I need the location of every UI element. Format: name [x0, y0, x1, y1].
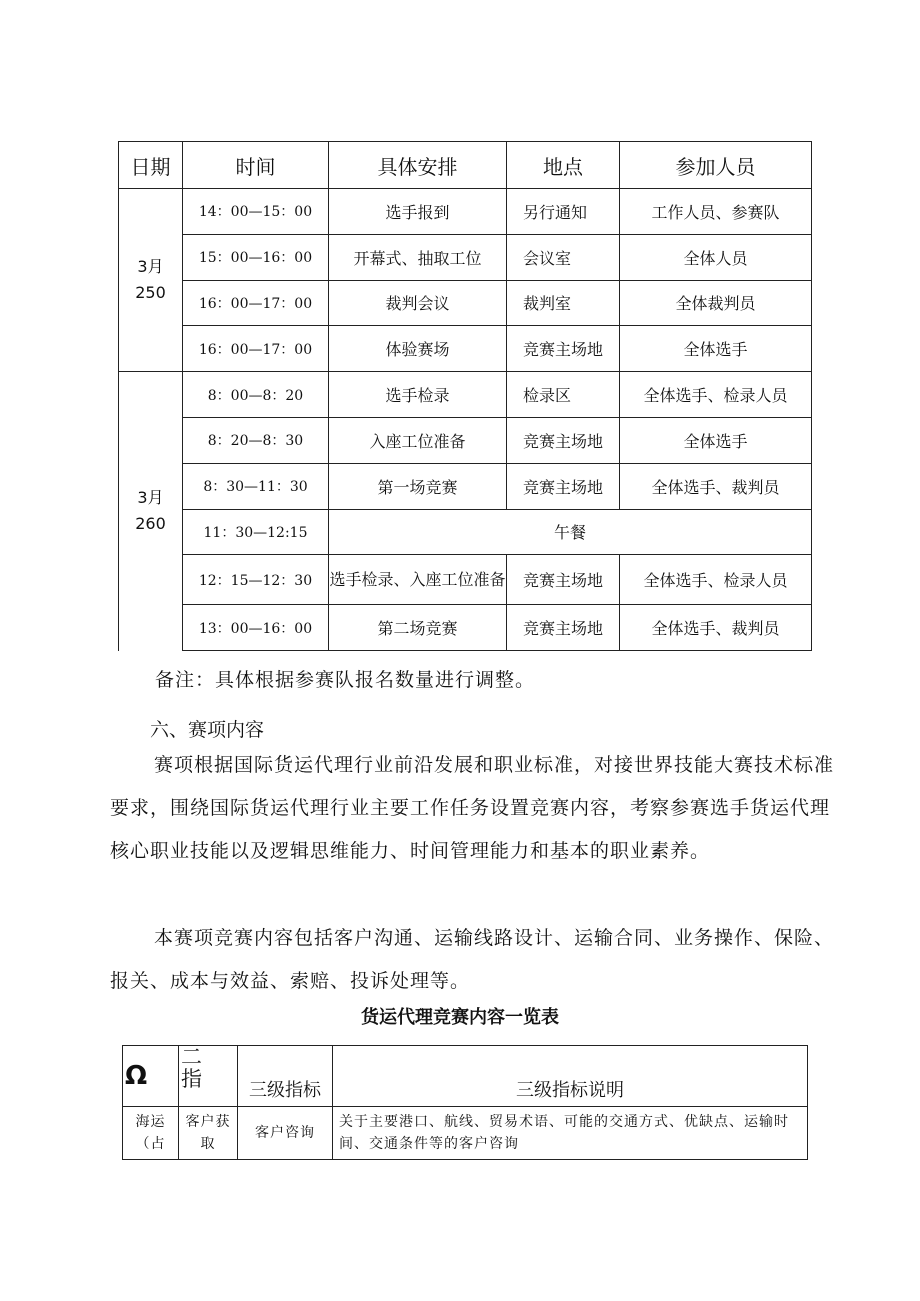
table-row [119, 189, 812, 235]
category-line2: （占 [135, 1136, 166, 1152]
lunch-cell: 午餐 [329, 509, 812, 555]
date-cell-day2 [119, 372, 183, 651]
table-row [119, 280, 812, 326]
activity-cell: 选手检录、入座工位准备 [329, 555, 507, 605]
people-cell: 全体裁判员 [620, 280, 812, 326]
table-row [119, 234, 812, 280]
location-cell: 竞赛主场地 [507, 326, 620, 372]
schedule-header-row [119, 142, 812, 189]
location-cell: 竞赛主场地 [507, 417, 620, 463]
location-cell: 竞赛主场地 [507, 555, 620, 605]
activity-cell: 选手检录 [329, 372, 507, 418]
header-col2-line2: 指 [181, 1067, 202, 1091]
level2-cell [179, 1107, 238, 1160]
activity-cell: 第一场竞赛 [329, 463, 507, 509]
time-cell: 11：30—12:15 [183, 509, 329, 555]
note-text: 备注：具体根据参赛队报名数量进行调整。 [155, 669, 536, 691]
paragraph-1: 赛项根据国际货运代理行业前沿发展和职业标准，对接世界技能大赛技术标准要求，围绕国际货运代理行业主要工作任务设置竞赛内容，考察参赛选手货运代理核心职业技能以及逻辑思维能力、时间管理能力和基本的职业素养。 [110, 754, 835, 862]
table-row [119, 605, 812, 651]
date-cell-day1 [119, 189, 183, 372]
time-cell: 16：00—17：00 [183, 326, 329, 372]
date-day: 250 [135, 283, 166, 303]
location-cell: 裁判室 [507, 280, 620, 326]
people-cell: 全体选手 [620, 417, 812, 463]
activity-cell: 第二场竞赛 [329, 605, 507, 651]
activity-cell: 体验赛场 [329, 326, 507, 372]
header-date: 日期 [119, 142, 183, 189]
time-cell: 16：00—17：00 [183, 280, 329, 326]
section-heading: 六、赛项内容 [150, 719, 265, 741]
table-row [119, 372, 812, 418]
content-table [122, 1045, 808, 1160]
activity-cell: 入座工位准备 [329, 417, 507, 463]
location-cell: 另行通知 [507, 189, 620, 235]
time-cell: 12：15—12：30 [183, 555, 329, 605]
location-cell: 检录区 [507, 372, 620, 418]
table-row [119, 463, 812, 509]
header-col1-fragment: Ω [123, 1046, 179, 1107]
time-cell: 8：00—8：20 [183, 372, 329, 418]
level2-line2: 取 [200, 1136, 216, 1152]
category-cell [123, 1107, 179, 1160]
header-location: 地点 [507, 142, 620, 189]
header-level3-description: 三级指标说明 [333, 1046, 808, 1107]
date-month: 3月 [137, 488, 164, 508]
header-col2-fragment [179, 1046, 238, 1107]
header-time: 时间 [183, 142, 329, 189]
people-cell: 全体选手 [620, 326, 812, 372]
table-caption: 货运代理竞赛内容一览表 [361, 1007, 559, 1028]
header-activity: 具体安排 [329, 142, 507, 189]
header-col2-line1: 二 [181, 1045, 202, 1069]
header-level3-indicator: 三级指标 [238, 1046, 333, 1107]
header-people: 参加人员 [620, 142, 812, 189]
table-row [119, 509, 812, 555]
date-month: 3月 [137, 257, 164, 277]
people-cell: 全体选手、检录人员 [620, 555, 812, 605]
time-cell: 13：00—16：00 [183, 605, 329, 651]
people-cell: 全体人员 [620, 234, 812, 280]
activity-cell: 选手报到 [329, 189, 507, 235]
activity-cell: 裁判会议 [329, 280, 507, 326]
date-day: 260 [135, 514, 166, 534]
level3-cell: 客户咨询 [238, 1107, 333, 1160]
location-cell: 竞赛主场地 [507, 605, 620, 651]
activity-cell: 开幕式、抽取工位 [329, 234, 507, 280]
time-cell: 15：00—16：00 [183, 234, 329, 280]
people-cell: 全体选手、裁判员 [620, 463, 812, 509]
location-cell: 竞赛主场地 [507, 463, 620, 509]
time-cell: 14：00—15：00 [183, 189, 329, 235]
description-cell: 关于主要港口、航线、贸易术语、可能的交通方式、优缺点、运输时间、交通条件等的客户咨询 [333, 1107, 808, 1160]
people-cell: 全体选手、裁判员 [620, 605, 812, 651]
table-row [123, 1107, 808, 1160]
paragraph-2: 本赛项竞赛内容包括客户沟通、运输线路设计、运输合同、业务操作、保险、报关、成本与效益、索赔、投诉处理等。 [110, 927, 835, 992]
time-cell: 8：20—8：30 [183, 417, 329, 463]
table-row [119, 417, 812, 463]
level2-line1: 客户获 [185, 1114, 231, 1130]
time-cell: 8：30—11：30 [183, 463, 329, 509]
category-line1: 海运 [135, 1114, 166, 1130]
people-cell: 工作人员、参赛队 [620, 189, 812, 235]
table-row [119, 555, 812, 605]
location-cell: 会议室 [507, 234, 620, 280]
people-cell: 全体选手、检录人员 [620, 372, 812, 418]
schedule-table [118, 141, 812, 651]
table-row [119, 326, 812, 372]
content-header-row [123, 1046, 808, 1107]
